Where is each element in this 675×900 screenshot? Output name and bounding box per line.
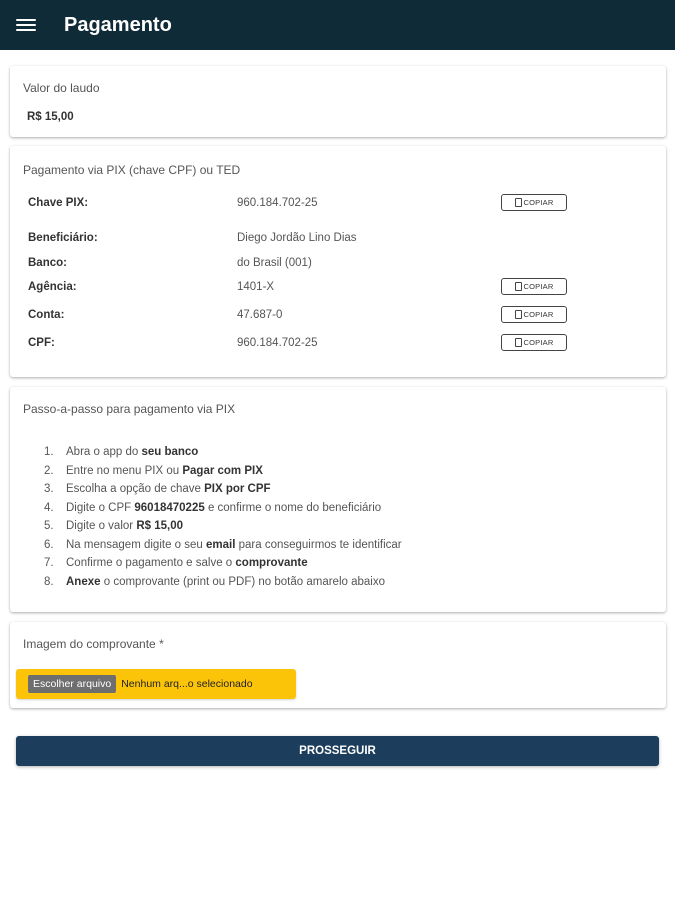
info-label: Beneficiário: xyxy=(28,232,98,244)
list-item: 2. Entre no menu PIX ou Pagar com PIX xyxy=(44,464,263,477)
info-label: Chave PIX: xyxy=(28,197,89,209)
upload-card-title: Imagem do comprovante * xyxy=(23,637,164,651)
info-label: Conta: xyxy=(28,309,65,321)
info-label: Agência: xyxy=(28,281,77,293)
upload-card xyxy=(10,622,666,708)
list-item: 8. Anexe o comprovante (print ou PDF) no botão amarelo abaixo xyxy=(44,575,385,588)
copy-label: COPIAR xyxy=(523,198,554,207)
info-row-conta xyxy=(28,306,648,326)
info-label: CPF: xyxy=(28,337,55,349)
info-label: Banco: xyxy=(28,257,67,269)
proceed-button[interactable]: PROSSEGUIR xyxy=(16,736,659,766)
page-title: Pagamento xyxy=(64,13,172,36)
copy-agencia-button[interactable] xyxy=(501,278,567,295)
choose-file-button[interactable]: Escolher arquivo xyxy=(28,675,116,693)
copy-label: COPIAR xyxy=(523,282,554,291)
copy-label: COPIAR xyxy=(523,338,554,347)
info-row-banco xyxy=(28,254,648,274)
valor-amount: R$ 15,00 xyxy=(27,111,74,123)
pix-card xyxy=(10,146,666,377)
list-item: 6. Na mensagem digite o seu email para conseguirmos te identificar xyxy=(44,538,402,551)
valor-card-title: Valor do laudo xyxy=(23,81,100,95)
info-value: 960.184.702-25 xyxy=(237,337,318,349)
copy-chave-pix-button[interactable] xyxy=(501,194,567,211)
pix-card-title: Pagamento via PIX (chave CPF) ou TED xyxy=(23,163,241,177)
steps-list xyxy=(44,443,402,591)
list-item: 5. Digite o valor R$ 15,00 xyxy=(44,520,183,532)
app-bar xyxy=(0,0,675,50)
clipboard-icon xyxy=(515,198,522,207)
copy-conta-button[interactable] xyxy=(501,306,567,323)
info-value: 47.687-0 xyxy=(237,309,283,321)
copy-label: COPIAR xyxy=(523,310,554,319)
hamburger-menu-icon[interactable] xyxy=(16,17,36,33)
copy-cpf-button[interactable] xyxy=(501,334,567,351)
info-row-chave-pix xyxy=(28,194,648,214)
info-row-cpf xyxy=(28,334,648,354)
clipboard-icon xyxy=(515,338,522,347)
file-status-text: Nenhum arq...o selecionado xyxy=(121,678,253,690)
clipboard-icon xyxy=(515,282,522,291)
valor-card xyxy=(10,66,666,137)
info-value: 960.184.702-25 xyxy=(237,197,318,209)
clipboard-icon xyxy=(515,310,522,319)
info-row-beneficiario xyxy=(28,229,648,249)
info-value: 1401-X xyxy=(237,281,275,293)
steps-card xyxy=(10,387,666,612)
list-item: 3. Escolha a opção de chave PIX por CPF xyxy=(44,483,271,495)
file-upload-input[interactable] xyxy=(16,669,296,699)
list-item: 7. Confirme o pagamento e salve o comprovante xyxy=(44,557,308,569)
info-value: do Brasil (001) xyxy=(237,257,312,269)
info-row-agencia xyxy=(28,278,648,298)
info-value: Diego Jordão Lino Dias xyxy=(237,232,357,244)
list-item: 1. Abra o app do seu banco xyxy=(44,446,199,458)
list-item: 4. Digite o CPF 96018470225 e confirme o nome do beneficiário xyxy=(44,501,382,514)
steps-card-title: Passo-a-passo para pagamento via PIX xyxy=(23,402,236,416)
